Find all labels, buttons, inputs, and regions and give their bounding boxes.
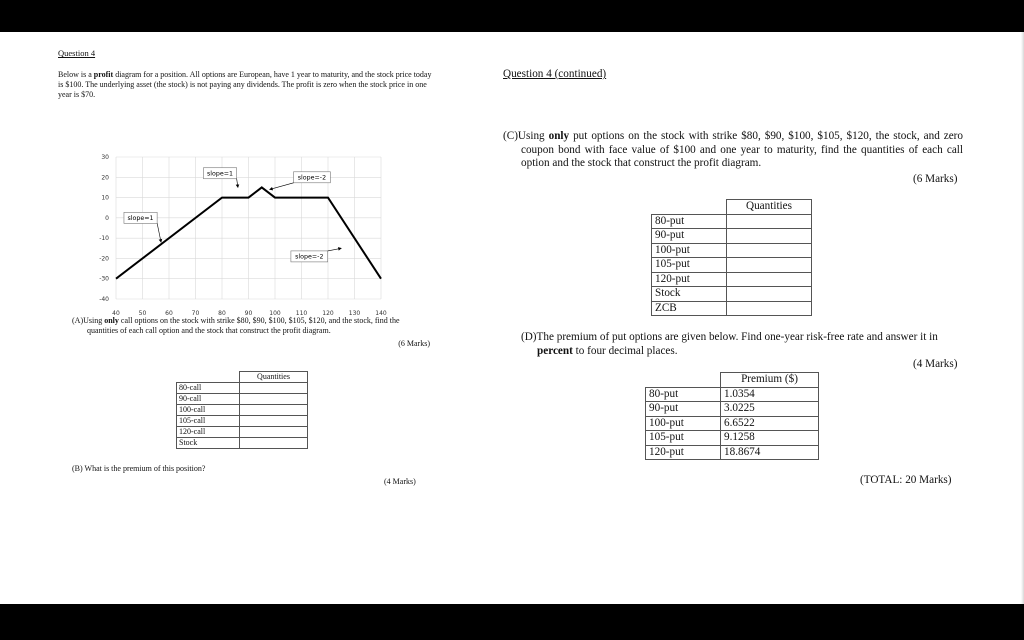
table-row [646,387,819,402]
table-row [646,431,819,446]
slope-annotation [203,168,237,188]
part-b-marks: (4 Marks) [384,477,416,486]
row-label: 80-put [646,387,721,402]
x-tick-label: 120 [322,310,334,317]
part-c-marks: (6 Marks) [913,173,958,185]
table-row [177,416,308,427]
table-row [177,405,308,416]
annotation-label: slope=-2 [295,253,324,261]
quantity-cell[interactable] [240,427,308,438]
quantity-cell[interactable] [727,214,812,229]
quantity-cell[interactable] [240,416,308,427]
part-a [72,316,430,349]
row-label: 105-put [652,258,727,273]
row-label: 80-call [177,383,240,394]
table-header: Quantities [240,372,308,383]
part-a-marks: (6 Marks) [398,339,430,348]
table-header: Quantities [727,200,812,215]
premium-value: 6.6522 [721,416,819,431]
total-marks: (TOTAL: 20 Marks) [860,474,952,486]
part-b-text: (B) What is the premium of this position? [72,464,206,473]
row-label: 105-put [646,431,721,446]
x-tick-label: 100 [269,310,281,317]
row-label: 100-call [177,405,240,416]
x-tick-label: 90 [244,310,253,317]
row-label: Stock [652,287,727,302]
row-label: 90-put [646,402,721,417]
x-tick-label: 140 [375,310,387,317]
table-row [646,402,819,417]
part-c-table [651,199,812,316]
premium-value: 3.0225 [721,402,819,417]
quantity-cell[interactable] [240,394,308,405]
row-label: Stock [177,438,240,449]
chart-grid [116,157,381,299]
annotation-arrow [157,223,161,242]
quantity-cell[interactable] [240,405,308,416]
x-tick-label: 70 [191,310,200,317]
annotation-label: slope=1 [127,215,154,223]
table-row [646,416,819,431]
table-row [177,383,308,394]
premium-value: 9.1258 [721,431,819,446]
table-row [652,287,812,302]
x-tick-label: 80 [218,310,226,317]
row-label: 80-put [652,214,727,229]
table-row [177,438,308,449]
question-title: Question 4 [58,48,96,58]
quantity-cell[interactable] [727,243,812,258]
annotation-label: slope=1 [207,170,234,178]
profit-diagram-chart [96,117,396,317]
part-d-table [645,372,819,460]
y-tick-label: -20 [99,255,109,263]
annotation-label: slope=-2 [297,174,327,182]
premium-value: 18.8674 [721,445,819,460]
x-tick-label: 40 [112,310,120,317]
y-tick-label: 10 [101,194,109,202]
row-label: 90-call [177,394,240,405]
table-row [177,394,308,405]
table-row [652,214,812,229]
annotation-arrow [237,179,238,188]
part-c-text: (C)Using only put options on the stock with strike $80, $90, $100, $105, $120, the stock, and zero coupon bond with face value of $100 and one year to maturity, find the quantities of each call option and the stock that construct the profit diagram. [503,130,963,169]
quantity-cell[interactable] [727,301,812,316]
row-label: 100-put [652,243,727,258]
row-label: 105-call [177,416,240,427]
table-corner [646,373,721,388]
table-row [177,427,308,438]
y-tick-label: 0 [105,214,109,222]
part-a-text: (A)Using only call options on the stock with strike $80, $90, $100, $105, $120, and the stock, find the quantities of each call option and the stock that construct the profit diagram. [72,316,400,335]
quantity-cell[interactable] [240,383,308,394]
table-header-row [646,373,819,388]
y-tick-label: -40 [99,296,109,303]
part-a-table [176,371,308,449]
table-row [652,229,812,244]
y-tick-label: 20 [101,174,109,182]
annotation-arrow [270,183,294,190]
table-row [652,301,812,316]
part-d-marks: (4 Marks) [913,358,958,370]
quantity-cell[interactable] [240,438,308,449]
row-label: 90-put [652,229,727,244]
table-row [652,243,812,258]
y-tick-label: -30 [99,275,109,283]
slope-annotation [270,172,331,190]
row-label: 120-put [646,445,721,460]
x-tick-label: 60 [165,310,173,317]
table-header-row [177,372,308,383]
row-label: ZCB [652,301,727,316]
table-corner [652,200,727,215]
table-row [652,272,812,287]
table-row [646,445,819,460]
annotation-arrow [328,248,342,251]
quantity-cell[interactable] [727,229,812,244]
y-tick-label: 30 [101,154,109,161]
x-tick-label: 110 [295,310,308,317]
premium-value: 1.0354 [721,387,819,402]
quantity-cell[interactable] [727,258,812,273]
slope-annotation [291,248,341,262]
table-header: Premium ($) [721,373,819,388]
table-header-row [652,200,812,215]
x-tick-label: 130 [348,310,361,317]
part-d-text: (D)The premium of put options are given below. Find one-year risk-free rate and answer it in percent to four decimal places. [521,331,938,357]
part-c [503,130,963,171]
bottom-bar [0,604,1024,640]
quantity-cell[interactable] [727,272,812,287]
question-title-continued: Question 4 (continued) [503,68,607,80]
quantity-cell[interactable] [727,287,812,302]
table-row [652,258,812,273]
row-label: 120-call [177,427,240,438]
row-label: 100-put [646,416,721,431]
question-intro: Below is a profit diagram for a position. All options are European, have 1 year to maturity, and the stock price today is $100. The underlying asset (the stock) is not paying any dividends. The profit is zero when the stock price in one year is $70. [58,70,432,99]
table-corner [177,372,240,383]
y-tick-label: -10 [99,235,109,243]
row-label: 120-put [652,272,727,287]
x-tick-label: 50 [138,310,147,317]
